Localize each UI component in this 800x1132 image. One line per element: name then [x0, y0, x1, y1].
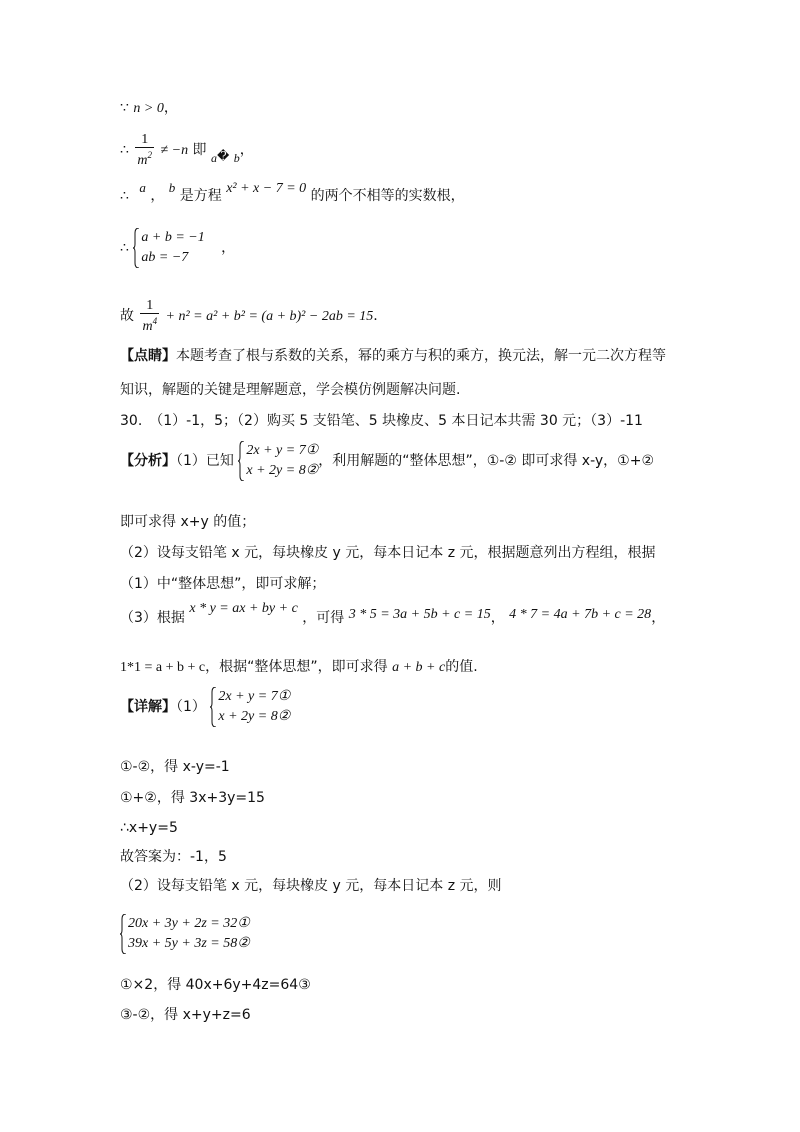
line-step-times-two	[120, 975, 311, 995]
equation-4-7: 4 * 7 = 4a + 7b + c = 28	[509, 607, 652, 622]
punct: ，	[221, 240, 236, 256]
punct: ，	[490, 610, 505, 626]
line-conclusion	[120, 298, 378, 334]
word-gu: 故	[120, 308, 134, 324]
text: 故答案为：-1，5	[120, 849, 227, 865]
den-base: m	[142, 319, 153, 334]
text: 的值.	[445, 659, 478, 675]
text-kede: ，可得	[302, 610, 345, 626]
system-row-2: x + 2y = 8②	[218, 709, 291, 724]
tag-fenxi: 【分析】	[120, 453, 176, 469]
text: ①×2，得 40x+6y+4z=64③	[120, 977, 311, 993]
text: ①+②，得 3x+3y=15	[120, 790, 265, 806]
line-q30-answer	[120, 411, 643, 431]
punct: ，	[150, 188, 165, 204]
left-brace-icon	[133, 228, 140, 268]
line-therefore-fraction	[120, 132, 254, 168]
text-is-equation: 是方程	[179, 188, 222, 204]
equation: x² + x − 7 = 0	[226, 181, 307, 196]
text-genju: （3）根据	[120, 610, 185, 626]
line-system-xyz	[120, 914, 250, 954]
punct: ，	[651, 610, 666, 626]
punct: ，	[163, 100, 178, 116]
fraction	[140, 298, 159, 334]
var-b: b	[233, 151, 240, 165]
math-expr: ≠ −n	[160, 143, 189, 158]
line-answer-1	[120, 847, 227, 867]
equation-system	[238, 441, 318, 481]
var-a: a	[211, 151, 217, 165]
text: （2）设每支铅笔 x 元，每块橡皮 y 元，每本日记本 z 元，根据题意列出方程组，根据	[120, 545, 656, 561]
den-exponent: 2	[147, 150, 152, 160]
line-step-add	[120, 788, 265, 808]
dianjing-text: 本题考查了根与系数的关系，幂的乘方与积的乘方，换元法，解一元二次方程等	[176, 348, 666, 364]
equation-3-5: 3 * 5 = 3a + 5b + c = 15	[348, 607, 491, 622]
line-part2-solution-setup	[120, 876, 502, 896]
system-row-2: ab = −7	[141, 250, 189, 265]
left-brace-icon	[238, 441, 245, 481]
dianjing-text-cont: 知识，解题的关键是理解题意，学会模仿例题解决问题.	[120, 382, 461, 398]
tag-dianjing: 【点睛】	[120, 348, 176, 364]
equation-system	[210, 687, 290, 727]
text: ①-②，得 x-y=-1	[120, 759, 230, 775]
tag-xiangjie: 【详解】	[120, 699, 176, 715]
system-row-1: 20x + 3y + 2z = 32①	[128, 916, 250, 931]
operation-def: x * y = ax + by + c	[189, 601, 298, 616]
punct: ，	[239, 142, 254, 158]
line-part3-method	[120, 657, 478, 678]
because-symbol: ∵	[120, 100, 129, 116]
line-dianjing	[120, 346, 666, 366]
var-b: b	[168, 180, 176, 195]
line-x-plus-y	[120, 818, 178, 838]
line-xy-value	[120, 512, 255, 532]
fenxi-text-2: ，利用解题的“整体思想”，①-② 即可求得 x-y，①+②	[318, 453, 655, 469]
line-dianjing-cont	[120, 380, 460, 400]
garbled-symbol: �	[217, 149, 230, 163]
text: ，根据“整体思想”，即可求得	[205, 659, 388, 675]
punct: .	[373, 308, 378, 324]
system-row-1: a + b = −1	[141, 230, 205, 245]
fraction	[135, 132, 154, 168]
math-expr: n > 0	[133, 101, 164, 116]
system-row-2: 39x + 5y + 3z = 58②	[128, 936, 250, 951]
word-ji: 即	[192, 142, 207, 158]
system-row-1: 2x + y = 7①	[246, 443, 319, 458]
fraction-denominator	[135, 148, 154, 168]
line-step-subtract	[120, 757, 230, 777]
line-part2-method	[120, 574, 325, 594]
line-roots-of-equation	[120, 180, 465, 207]
therefore-symbol: ∴	[120, 142, 129, 158]
line-part2-setup	[120, 543, 656, 563]
text: 即可求得 x+y 的值；	[120, 514, 256, 530]
line-fenxi	[120, 441, 654, 481]
q30-answer-text: 30. （1）-1，5；（2）购买 5 支铅笔、5 块橡皮、5 本日记本共需 30 元；（3）-11	[120, 413, 643, 429]
text-two-roots: 的两个不相等的实数根，	[310, 188, 465, 204]
text: ∴x+y=5	[120, 820, 178, 836]
left-brace-icon	[210, 687, 217, 727]
left-brace-icon	[120, 914, 127, 954]
fenxi-text-1: （1）已知	[176, 453, 234, 469]
text: ③-②，得 x+y+z=6	[120, 1007, 251, 1023]
text-part1: （1）	[176, 699, 206, 715]
line-system-ab	[120, 228, 235, 268]
therefore-symbol: ∴	[120, 240, 129, 256]
den-base: m	[137, 153, 148, 168]
equation-system	[120, 914, 250, 954]
line-since-n-positive	[120, 98, 178, 119]
therefore-symbol: ∴	[120, 188, 129, 204]
text: （2）设每支铅笔 x 元，每块橡皮 y 元，每本日记本 z 元，则	[120, 878, 502, 894]
system-row-2: x + 2y = 8②	[246, 463, 319, 478]
equation-1-1: 1*1 = a + b + c	[120, 660, 206, 675]
fraction-denominator	[140, 314, 159, 334]
line-part3-setup	[120, 601, 666, 629]
text: （1）中“整体思想”，即可求解；	[120, 576, 326, 592]
math-expr: + n² = a² + b² = (a + b)² − 2ab = 15	[165, 309, 374, 324]
line-step-subtract-2	[120, 1005, 251, 1025]
line-xiangjie	[120, 687, 290, 727]
equation-system	[133, 228, 204, 268]
fraction-numerator: 1	[135, 132, 154, 148]
expr-abc: a + b + c	[392, 660, 446, 675]
var-a: a	[139, 180, 146, 195]
den-exponent: 4	[152, 316, 158, 326]
system-row-1: 2x + y = 7①	[218, 689, 291, 704]
fraction-numerator: 1	[140, 298, 159, 314]
